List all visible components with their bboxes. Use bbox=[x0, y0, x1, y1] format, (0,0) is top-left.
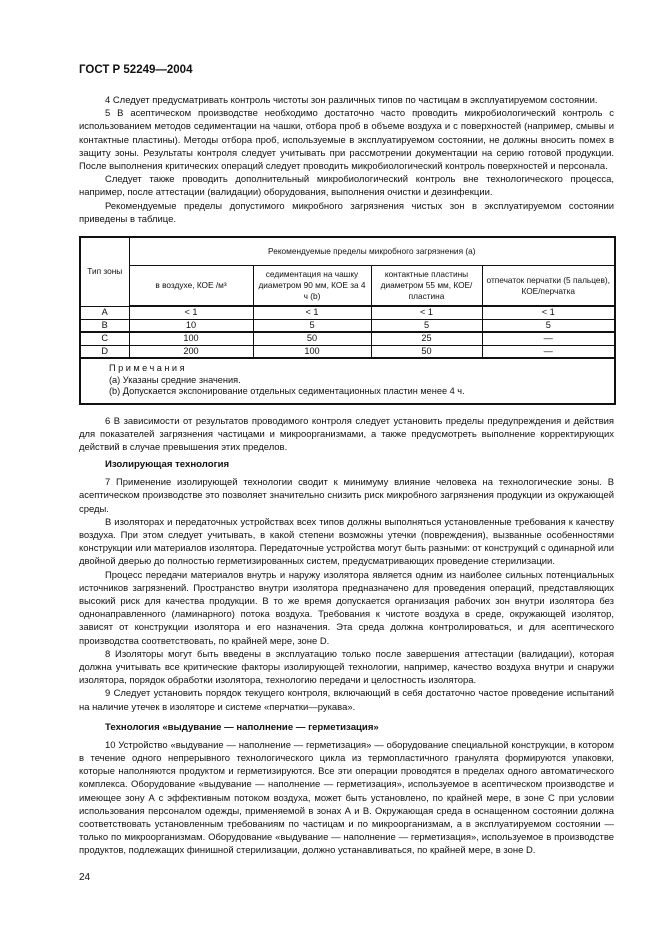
paragraph: Следует также проводить дополнительный микробиологический контроль вне технологического процесса, например, после аттестации (валидации) оборудования, выполнения очистки и дезинфекции. bbox=[79, 174, 614, 199]
table-cell: — bbox=[482, 345, 615, 358]
paragraph: 10 Устройство «выдувание — наполнение — герметизация» — оборудование специальной конструкции, в котором в течение одного непрерывного технологического цикла из термопластичного гранулята формируются упаковки, которые наполняются продуктом и герметизируются. Все эти операции проводятся в пределах одного автоматического комплекса. Оборудование «выдувание — наполнение — герметизация», используемое в асептическом производстве и имеющее зону А с эффективным потоком воздуха, может быть установлено, по крайней мере, в зоне С при условии использования персоналом одежды, применяемой в зонах А и В. Окружающая среда в оснащенном состоянии должна соответствовать установленным требованиям по частицам и по микроорганизмам, а в эксплуатируемом состоянии — только по микроорганизмам. Оборудование «выдувание — наполнение — герметизация», используемое в производстве продуктов, подлежащих финишной стерилизации, должно устанавливаться, по крайней мере, в зоне D. bbox=[79, 739, 614, 857]
paragraph: 8 Изоляторы могут быть введены в эксплуатацию только после завершения аттестации (валидации), которая должна учитывать все критические факторы изолирующей технологии, например, качество воздуха внутри и снаружи изолятора, порядок обработки изолятора, технологию передачи и целостность изолятора. bbox=[79, 648, 614, 687]
table-cell: 100 bbox=[253, 345, 371, 358]
table-cell: 200 bbox=[129, 345, 253, 358]
zone-type-header: Тип зоны bbox=[80, 237, 129, 306]
table-cell: C bbox=[80, 332, 129, 345]
column-header: контактные пластины диаметром 55 мм, КОЕ/пластина bbox=[371, 266, 482, 307]
table-cell: 5 bbox=[371, 319, 482, 332]
paragraph: 6 В зависимости от результатов проводимого контроля следует установить пределы предупреждения и действия для показателей загрязнения частицами и микроорганизмами, а также предусмотреть выполнение корректирующих действий в случае превышения этих пределов. bbox=[79, 415, 614, 453]
intro-section bbox=[79, 94, 614, 226]
table-cell: < 1 bbox=[371, 306, 482, 319]
document-header: ГОСТ Р 52249—2004 bbox=[79, 64, 193, 76]
table-row bbox=[80, 332, 615, 345]
paragraph: 5 В асептическом производстве необходимо достаточно часто проводить микробиологический контроль с использованием методов седиментации на чашки, отбора проб в объеме воздуха и с поверхностей (например, смывы и контактные пластины). Методы отбора проб, используемые в эксплуатируемом состоянии, не должны вносить помех в защиту зоны. Результаты контроля следует учитывать при рассмотрении документации на серию готовой продукции. После выполнения критических операций следует проводить микробиологический контроль поверхностей и персонала. bbox=[79, 108, 614, 173]
table-cell: < 1 bbox=[253, 306, 371, 319]
table-cell: 10 bbox=[129, 319, 253, 332]
main-section bbox=[79, 415, 614, 858]
column-header: в воздухе, КОЕ /м³ bbox=[129, 266, 253, 307]
table-cell: — bbox=[482, 332, 615, 345]
page-number: 24 bbox=[79, 871, 91, 883]
table-row bbox=[80, 306, 615, 319]
table-cell: 50 bbox=[371, 345, 482, 358]
table-cell: 25 bbox=[371, 332, 482, 345]
table-cell: 50 bbox=[253, 332, 371, 345]
notes-title: Примечания bbox=[109, 363, 188, 374]
note: (b) Допускается экспонирование отдельных седиментационных пластин менее 4 ч. bbox=[109, 386, 465, 397]
table-cell: < 1 bbox=[482, 306, 615, 319]
table-notes bbox=[80, 358, 615, 404]
paragraph: 9 Следует установить порядок текущего контроля, включающий в себя достаточно частое проведение испытаний на наличие утечек в изоляторе и системе «перчатки—рукава». bbox=[79, 688, 614, 713]
table-cell: A bbox=[80, 306, 129, 319]
table-cell: B bbox=[80, 319, 129, 332]
table-cell: 100 bbox=[129, 332, 253, 345]
paragraph: В изоляторах и передаточных устройствах всех типов должны выполняться установленные требования к качеству воздуха. При этом следует учитывать, в какой степени возможны утечки (повреждения), вызванные особенностями конструкции или материалов изолятора. Передаточные устройства могут быть разными: от конструкций с одинарной или двойной дверью до полностью герметизированных систем, предусматривающих проведение стерилизации. bbox=[79, 516, 614, 568]
paragraph: Рекомендуемые пределы допустимого микробного загрязнения чистых зон в эксплуатируемом состоянии приведены в таблице. bbox=[79, 200, 614, 225]
table-cell: 5 bbox=[253, 319, 371, 332]
paragraph: 7 Применение изолирующей технологии сводит к минимуму влияние человека на технологические зоны. В асептическом производстве это позволяет значительно снизить риск микробного загрязнения продукции из окружающей среды. bbox=[79, 477, 614, 515]
table-cell: < 1 bbox=[129, 306, 253, 319]
page-column bbox=[79, 0, 614, 914]
table-cell: 5 bbox=[482, 319, 615, 332]
table-cell: D bbox=[80, 345, 129, 358]
table-row bbox=[80, 345, 615, 358]
column-header: отпечаток перчатки (5 пальцев), КОЕ/перчатка bbox=[482, 266, 615, 307]
microbial-limits-table bbox=[79, 236, 616, 405]
section-heading: Изолирующая технология bbox=[105, 459, 230, 471]
section-heading: Технология «выдувание — наполнение — герметизация» bbox=[105, 721, 379, 733]
table-row bbox=[80, 319, 615, 332]
limits-group-header: Рекомендуемые пределы микробного загрязнения (а) bbox=[129, 237, 615, 266]
note: (а) Указаны средние значения. bbox=[109, 374, 241, 385]
column-header: седиментация на чашку диаметром 90 мм, КОЕ за 4 ч (b) bbox=[253, 266, 371, 307]
paragraph: 4 Следует предусматривать контроль чистоты зон различных типов по частицам в эксплуатируемом состоянии. bbox=[105, 95, 598, 106]
paragraph: Процесс передачи материалов внутрь и наружу изолятора является одним из наиболее сильных потенциальных источников загрязнений. Пространство внутри изолятора предназначено для проведения операций, представляющих высокий риск для качества продукции. В то же время допускается организация рабочих зон внутри изолятора без однонаправленного (ламинарного) потока воздуха. Требования к чистоте воздуха в среде, окружающей изолятор, зависят от конструкции изолятора и его назначения. Эта среда должна контролироваться, и для асептического производства соответствовать, по крайней мере, зоне D. bbox=[79, 569, 614, 647]
